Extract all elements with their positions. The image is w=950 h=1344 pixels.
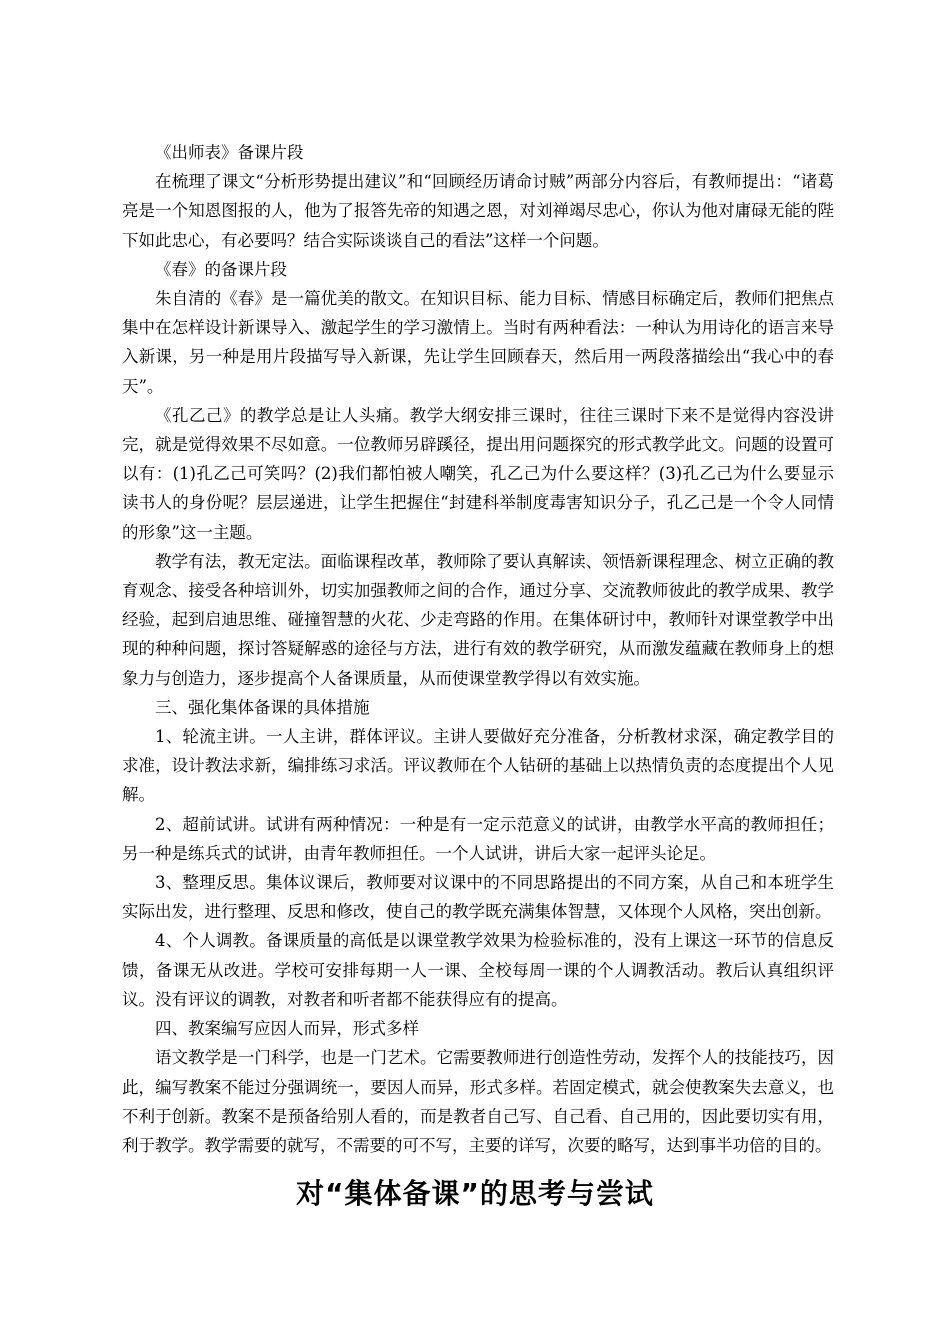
list-item: 4、个人调教。备课质量的高低是以课堂教学效果为检验标准的，没有上课这一环节的信息反馈，备课无从改进。学校可安排每期一人一课、全校每周一课的个人调教活动。教后认真组织评议。没有评议的调教，对教者和听者都不能获得应有的提高。 xyxy=(122,931,834,1009)
body-paragraph: 朱自清的《春》是一篇优美的散文。在知识目标、能力目标、情感目标确定后，教师们把焦点集中在怎样设计新课导入、激起学生的学习激情上。当时有两种看法：一种认为用诗化的语言来导入新课，另一种是用片段描写导入新课，先让学生回顾春天，然后用一两段落描绘出“我心中的春天”。 xyxy=(122,289,834,396)
list-item: 3、整理反思。集体议课后，教师要对议课中的不同思路提出的不同方案，从自己和本班学生实际出发，进行整理、反思和修改，使自己的教学既充满集体智慧，又体现个人风格，突出创新。 xyxy=(122,873,834,922)
list-item: 2、超前试讲。试讲有两种情况：一种是有一定示范意义的试讲，由教学水平高的教师担任；另一种是练兵式的试讲，由青年教师担任。一个人试讲，讲后大家一起评头论足。 xyxy=(122,814,834,863)
section-heading-lesson-plan: 四、教案编写应因人而异，形式多样 xyxy=(155,1019,419,1039)
list-item: 1、轮流主讲。一人主讲，群体评议。主讲人要做好充分准备，分析教材求深，确定教学目的求准，设计教法求新，编排练习求活。评议教师在个人钻研的基础上以热情负责的态度提出个人见解。 xyxy=(122,727,834,805)
section-heading-chushibiao: 《出师表》备课片段 xyxy=(155,143,304,162)
document-body xyxy=(122,138,834,1160)
body-paragraph: 《孔乙己》的教学总是让人头痛。教学大纲安排三课时，往往三课时下来不是觉得内容没讲完，就是觉得效果不尽如意。一位教师另辟蹊径，提出用问题探究的形式教学此文。问题的设置可以有：(1)孔乙己可笑吗？(2)我们都怕被人嘲笑，孔乙己为什么要这样？(3)孔乙己为什么要显示读书人的身份呢？层层递进，让学生把握住“封建科举制度毒害知识分子，孔乙己是一个令人同情的形象”这一主题。 xyxy=(122,405,834,542)
document-title: 对“集体备课”的思考与尝试 xyxy=(296,1177,654,1210)
body-paragraph: 在梳理了课文“分析形势提出建议”和“回顾经历请命讨贼”两部分内容后，有教师提出：“诸葛亮是一个知恩图报的人，他为了报答先帝的知遇之恩，对刘禅竭尽忠心，你认为他对庸碌无能的陛下如此忠心，有必要吗？结合实际谈谈自己的看法”这样一个问题。 xyxy=(122,172,834,250)
section-heading-measures: 三、强化集体备课的具体措施 xyxy=(155,697,370,717)
body-paragraph: 教学有法，教无定法。面临课程改革，教师除了要认真解读、领悟新课程理念、树立正确的教育观念、接受各种培训外，切实加强教师之间的合作，通过分享、交流教师彼此的教学成果、教学经验，起到启迪思维、碰撞智慧的火花、少走弯路的作用。在集体研讨中，教师针对课堂教学中出现的种种问题，探讨答疑解惑的途径与方法，进行有效的教学研究，从而激发蕴藏在教师身上的想象力与创造力，逐步提高个人备课质量，从而使课堂教学得以有效实施。 xyxy=(122,551,834,688)
body-paragraph: 语文教学是一门科学，也是一门艺术。它需要教师进行创造性劳动，发挥个人的技能技巧，因此，编写教案不能过分强调统一，要因人而异，形式多样。若固定模式，就会使教案失去意义，也不利于创新。教案不是预备给别人看的，而是教者自己写、自己看、自己用的，因此要切实有用，利于教学。教学需要的就写，不需要的可不写，主要的详写，次要的略写，达到事半功倍的目的。 xyxy=(122,1048,834,1155)
section-heading-chun: 《春》的备课片段 xyxy=(155,259,287,279)
